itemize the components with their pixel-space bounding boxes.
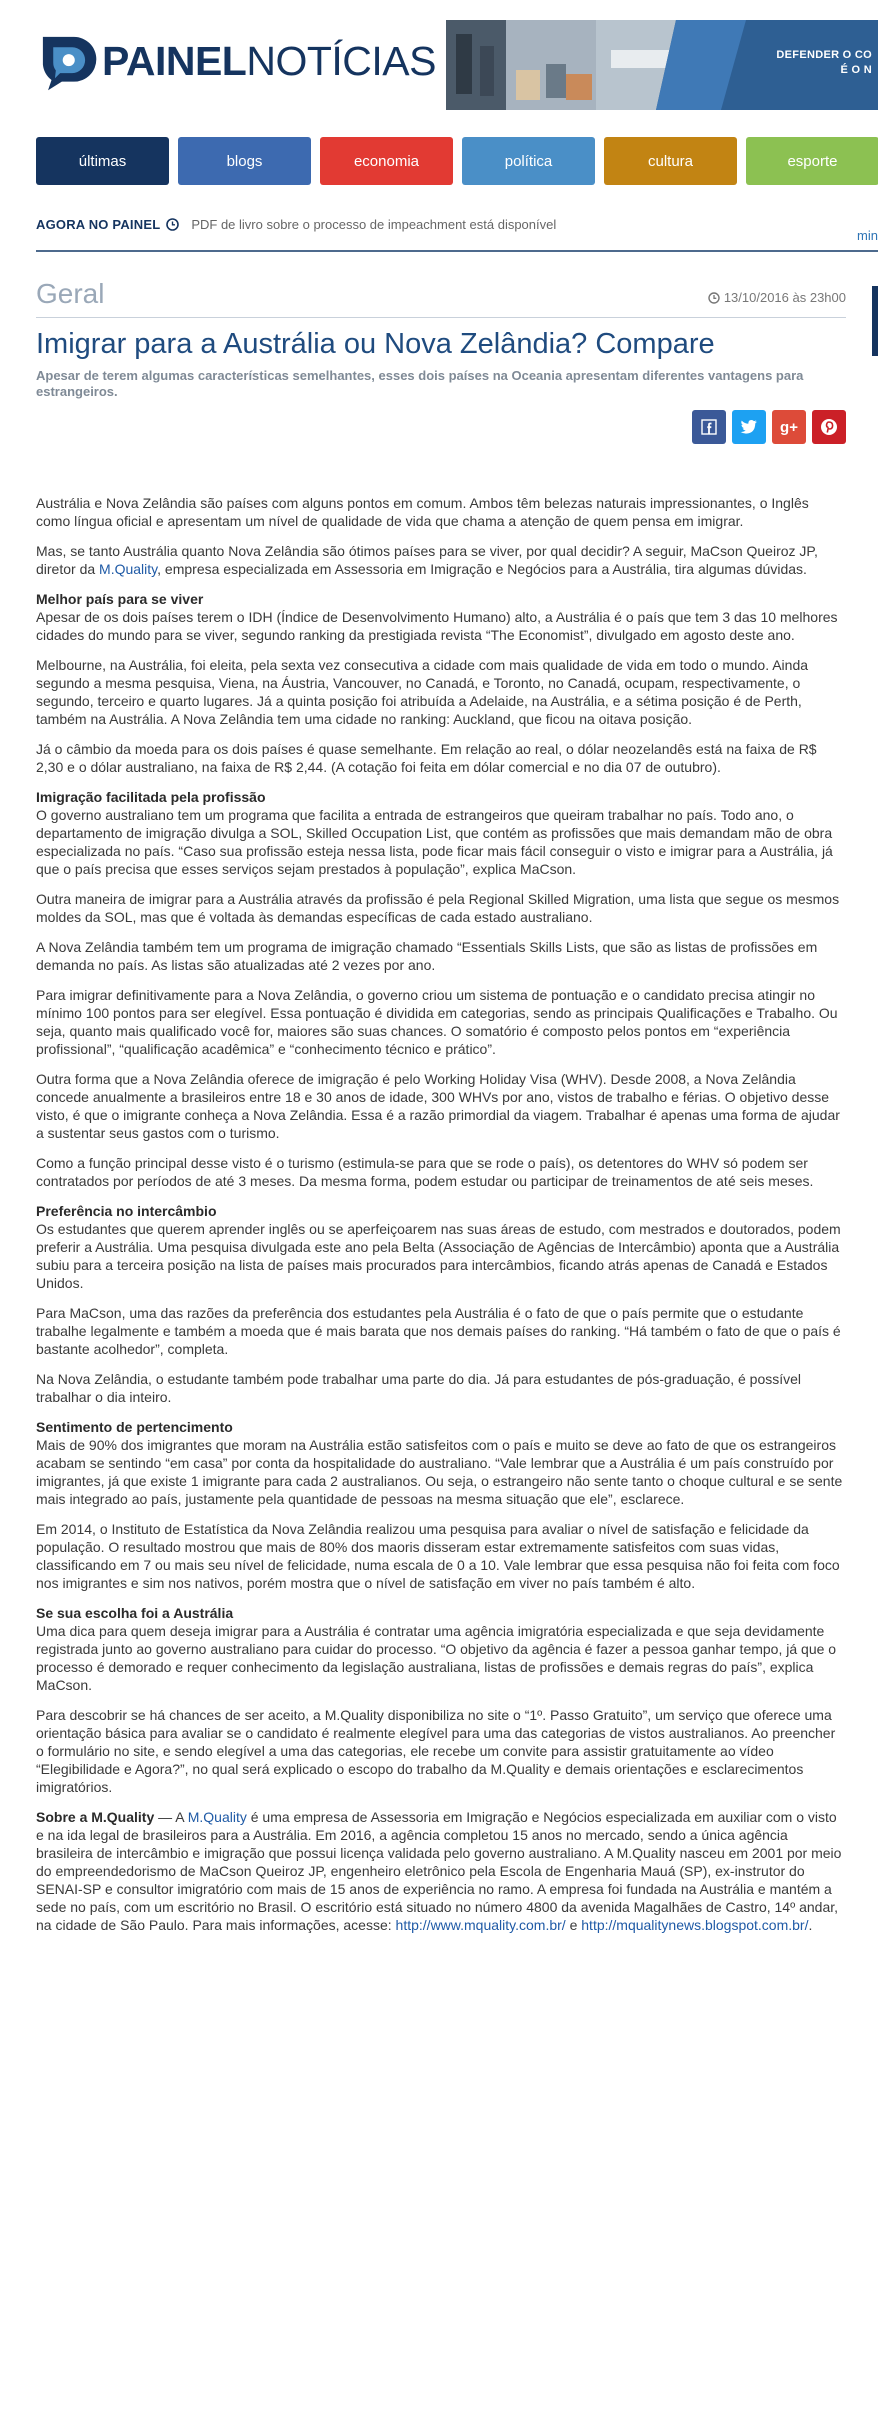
article-category[interactable]: Geral xyxy=(36,278,105,309)
news-ticker xyxy=(36,212,878,243)
logo-wordmark: PAINELNOTÍCIAS xyxy=(102,37,436,84)
banner-caption: DEFENDER O CO É O N xyxy=(776,49,872,76)
mquality-link[interactable]: M.Quality xyxy=(187,1809,247,1825)
pinterest-share-button[interactable] xyxy=(812,410,846,444)
facebook-share-button[interactable] xyxy=(692,410,726,444)
nav-blogs[interactable]: blogs xyxy=(178,137,311,185)
ticker-headline-link[interactable]: PDF de livro sobre o processo de impeachment está disponível xyxy=(191,216,557,232)
ticker-label: AGORA NO PAINEL xyxy=(36,216,161,232)
site-logo[interactable] xyxy=(36,26,436,96)
mquality-blog-link[interactable]: http://mqualitynews.blogspot.com.br/ xyxy=(581,1917,809,1933)
twitter-share-button[interactable] xyxy=(732,410,766,444)
article-meta xyxy=(36,270,846,318)
nav-politica[interactable]: política xyxy=(462,137,595,185)
nav-esporte[interactable]: esporte xyxy=(746,137,878,185)
paragraph: Mais de 90% dos imigrantes que moram na Austrália estão satisfeitos com o país e muito se deve ao fato de que os estrangeiros acabam se sentindo “em casa” por conta da hospitalidade do australiano. “Vale lembrar que a Austrália é um país construído por imigrantes, já que existe 1 imigrante para cada 2 australianos. Ou seja, o estrangeiro não sente tanto o choque cultural e se sente mais integrado ao país, justamente pela quantidade de pessoas na mesma situação que ele”, esclarece. xyxy=(36,1437,843,1507)
section-heading: Melhor país para se viver xyxy=(36,591,204,607)
googleplus-share-button[interactable] xyxy=(772,410,806,444)
facebook-icon xyxy=(701,419,717,435)
paragraph: Os estudantes que querem aprender inglês ou se aperfeiçoarem nas suas áreas de estudo, com mestrados e doutorados, podem preferir a Austrália. Uma pesquisa divulgada este ano pela Belta (Associação de Agências de Intercâmbio) aponta que a Austrália subiu para a terceira posição na lista de países mais procurados para intercâmbios, ficando atrás apenas de Canadá e Estados Unidos. xyxy=(36,1221,841,1291)
nav-economia[interactable]: economia xyxy=(320,137,453,185)
article-subtitle: Apesar de terem algumas características semelhantes, esses dois países na Oceania apresentam diferentes vantagens para estrangeiros. xyxy=(36,368,804,399)
main-nav xyxy=(36,137,878,185)
clock-icon xyxy=(708,292,720,304)
article xyxy=(36,270,846,1946)
clock-icon xyxy=(166,218,179,231)
paragraph: Austrália e Nova Zelândia são países com alguns pontos em comum. Ambos têm belezas naturais impressionantes, o Inglês como língua oficial e apresentam um nível de qualidade de vida que chama a atenção de quem pensa em imigrar. xyxy=(36,495,809,529)
paragraph: Como a função principal desse visto é o turismo (estimula-se para que se rode o país), os detentores do WHV só podem ser contratados por períodos de até 3 meses. Da mesma forma, podem estudar ou participar de treinamentos de até seis meses. xyxy=(36,1155,814,1189)
paragraph: Melbourne, na Austrália, foi eleita, pela sexta vez consecutiva a cidade com mais qualidade de vida em todo o mundo. Ainda segundo a mesma pesquisa, Viena, na Áustria, Vancouver, no Canadá, e Toronto, no Canadá, ocupam, respectivamente, o segundo, terceiro e quarto lugares. Já a quinta posição foi atribuída a Adelaide, na Austrália, e a sétima posição é de Perth, também na Austrália. A Nova Zelândia tem uma cidade no ranking: Auckland, que ficou na oitava posição. xyxy=(36,657,809,727)
ticker-divider xyxy=(36,250,878,252)
paragraph: A Nova Zelândia também tem um programa de imigração chamado “Essentials Skills Lists, que são as listas de profissões em demanda no país. As listas são atualizadas até 2 vezes por ano. xyxy=(36,939,818,973)
header-banner[interactable] xyxy=(446,20,878,110)
paragraph: Apesar de os dois países terem o IDH (Índice de Desenvolvimento Humano) alto, a Austrália é o país que tem 3 das 10 melhores cidades do mundo para se viver, segundo ranking da prestigiada revista “The Economist”, divulgado em agosto deste ano. xyxy=(36,609,838,643)
pinterest-icon xyxy=(820,418,838,436)
sidebar-edge xyxy=(872,286,878,356)
paragraph: Para descobrir se há chances de ser aceito, a M.Quality disponibiliza no site o “1º. Passo Gratuito”, um serviço que oferece uma orientação básica para avaliar se o candidato é realmente elegível para uma das categorias de vistos australianos. Ao preencher o formulário no site, e sendo elegível a uma das categorias, ele recebe um convite para assistir gratuitamente ao vídeo “Elegibilidade e Agora?”, no qual será explicado o escopo do trabalho da M.Quality e demais orientações e esclarecimentos imigratórios. xyxy=(36,1707,836,1795)
paragraph: Uma dica para quem deseja imigrar para a Austrália é contratar uma agência imigratória especializada e que seja devidamente registrada junto ao governo australiano para cuidar do processo. “O objetivo da agência é fazer a pessoa ganhar tempo, já que o processo é demorado e requer conhecimento da legislação australiana, listas de profissões e demais regras do país”, explica MaCson. xyxy=(36,1623,837,1693)
about-company: Sobre a M.Quality — A M.Quality é uma empresa de Assessoria em Imigração e Negócios especializada em auxiliar com o visto e na ida legal de brasileiros para a Austrália. Em 2016, a agência completou 15 anos no mercado, sendo a única agência brasileira de intercâmbio e imigração que possui licença validada pelo governo australiano. A M.Quality nasceu em 2001 por meio do empreendedorismo de MaCson Queiroz JP, engenheiro eletrônico pela Escola de Engenharia Mauá (SP), ex-instrutor do SENAI-SP e consultor imigratório com mais de 15 anos de experiência no ramo. A empresa foi fundada na Austrália e mantém a sede no país, com um escritório no Brasil. O escritório está situado no número 4800 da avenida Magalhães de Castro, 14º andar, na cidade de São Paulo. Para mais informações, acesse: http://www.mquality.com.br/ e http://mqualitynews.blogspot.com.br/. xyxy=(36,1809,842,1933)
paragraph: Outra forma que a Nova Zelândia oferece de imigração é pelo Working Holiday Visa (WHV). Desde 2008, a Nova Zelândia concede anualmente a brasileiros entre 18 e 30 anos de idade, 300 WHVs por ano, vistos de trabalho e férias. O objetivo desse visto, é que o imigrante conheça a Nova Zelândia. Essa é a razão primordial da viagem. Trabalhar é apenas uma forma de ajudar a sustentar seus gastos com o turismo. xyxy=(36,1071,840,1141)
paragraph: Outra maneira de imigrar para a Austrália através da profissão é pela Regional Skilled Migration, uma lista que segue os mesmos moldes da SOL, mas que é voltada às demandas específicas de cada estado australiano. xyxy=(36,891,840,925)
nav-cultura[interactable]: cultura xyxy=(604,137,737,185)
paragraph: Em 2014, o Instituto de Estatística da Nova Zelândia realizou uma pesquisa para avaliar o nível de satisfação e felicidade da população. O resultado mostrou que mais de 80% dos maoris disseram estar extremamente satisfeitos com suas vidas, classificando em 7 ou mais seu nível de felicidade, numa escala de 0 a 10. Vale lembrar que essa pesquisa não foi feita com foco nos imigrantes e sim nos nativos, porém mostra que o nível de satisfação em viver no país também é alto. xyxy=(36,1521,840,1591)
share-buttons xyxy=(36,410,846,446)
paragraph: Para MaCson, uma das razões da preferência dos estudantes pela Austrália é o fato de que o país permite que o estudante trabalhe legalmente e também a moeda que é mais barata que nos demais países do ranking. “Há também o fato de que o país é bastante acolhedor”, completa. xyxy=(36,1305,841,1357)
mquality-site-link[interactable]: http://www.mquality.com.br/ xyxy=(395,1917,566,1933)
logo-mark-icon xyxy=(36,25,98,97)
article-title: Imigrar para a Austrália ou Nova Zelândia? Compare xyxy=(36,328,715,360)
section-heading: Se sua escolha foi a Austrália xyxy=(36,1605,234,1621)
site-header xyxy=(0,0,878,125)
section-heading: Sentimento de pertencimento xyxy=(36,1419,233,1435)
paragraph: Mas, se tanto Austrália quanto Nova Zelândia são ótimos países para se viver, por qual decidir? A seguir, MaCson Queiroz JP, diretor da M.Quality, empresa especializada em Assessoria em Imigração e Negócios para a Austrália, tira algumas dúvidas. xyxy=(36,543,818,577)
paragraph: Já o câmbio da moeda para os dois países é quase semelhante. Em relação ao real, o dólar neozelandês está na faixa de R$ 2,30 e o dólar australiano, na faixa de R$ 2,44. (A cotação foi feita em dólar comercial e no dia 07 de outubro). xyxy=(36,741,817,775)
googleplus-icon: g+ xyxy=(780,418,798,436)
article-date: 13/10/2016 às 23h00 xyxy=(708,290,846,305)
twitter-icon xyxy=(740,419,758,435)
paragraph: O governo australiano tem um programa que facilita a entrada de estrangeiros que queiram trabalhar no país. Todo ano, o departamento de imigração divulga a SOL, Skilled Occupation List, que contém as profissões que mais demandam mão de obra especializada no país. “Caso sua profissão esteja nessa lista, pode ficar mais fácil conseguir o visto e imigrar para a Austrália, já que o país precisa que esses serviços sejam prestados à população”, explica MaCson. xyxy=(36,807,833,877)
paragraph: Na Nova Zelândia, o estudante também pode trabalhar uma parte do dia. Já para estudantes de pós-graduação, é possível trabalhar o dia inteiro. xyxy=(36,1371,802,1405)
paragraph: Para imigrar definitivamente para a Nova Zelândia, o governo criou um sistema de pontuação e o candidato precisa atingir no mínimo 100 pontos para ser elegível. Essa pontuação é dividida em categorias, sendo as principais Qualificações e Trabalho. Ou seja, quanto mais qualificado você for, maiores são suas chances. O somatório é composto pelos pontos em “experiência profissional”, “qualificação acadêmica” e “conhecimento técnico e prático”. xyxy=(36,987,838,1057)
ticker-more-link[interactable]: min xyxy=(857,228,878,243)
section-heading: Preferência no intercâmbio xyxy=(36,1203,217,1219)
nav-ultimas[interactable]: últimas xyxy=(36,137,169,185)
mquality-link[interactable]: M.Quality xyxy=(99,561,158,577)
article-body xyxy=(36,494,846,1934)
section-heading: Imigração facilitada pela profissão xyxy=(36,789,266,805)
